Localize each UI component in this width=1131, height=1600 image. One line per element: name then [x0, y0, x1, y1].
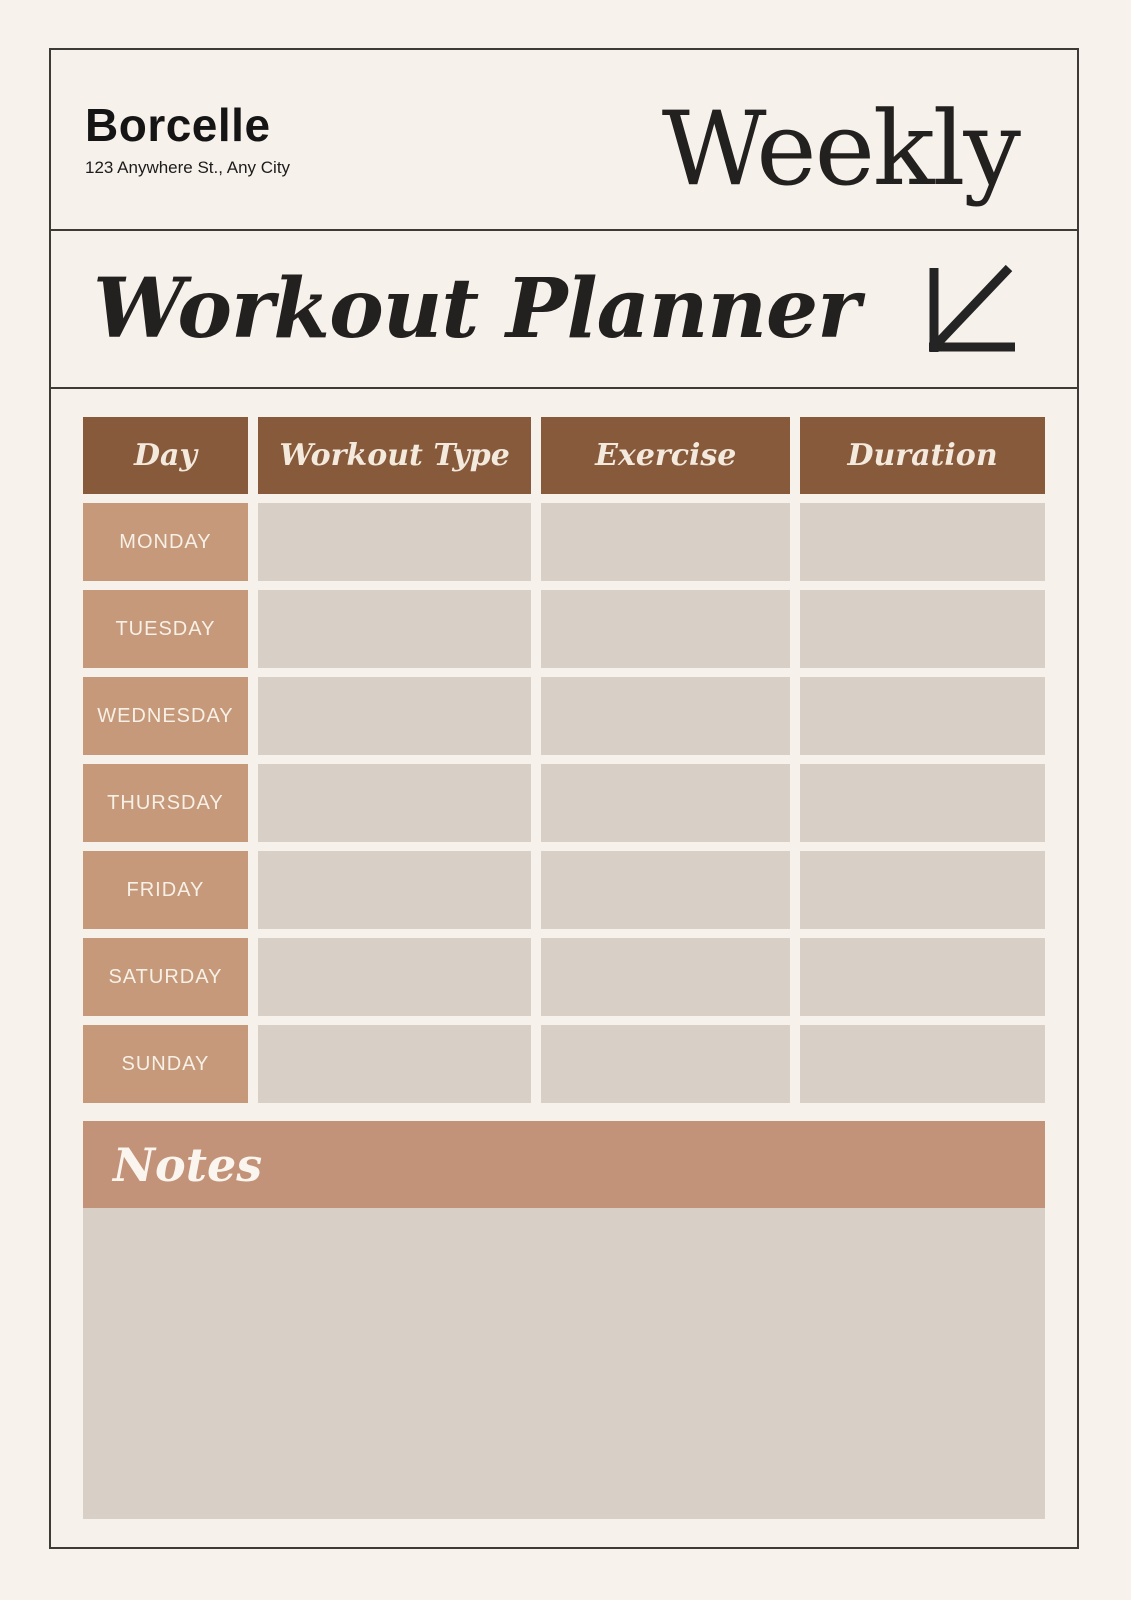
title-section [51, 231, 1077, 389]
day-cell-wednesday: WEDNESDAY [83, 677, 248, 755]
table-cell-empty [800, 677, 1045, 755]
brand-block [85, 101, 290, 177]
planner-table [83, 417, 1045, 1103]
weekly-heading: Weekly [661, 89, 1019, 209]
table-cell-empty [541, 938, 790, 1016]
table-cell-empty [800, 503, 1045, 581]
table-cell-empty [800, 590, 1045, 668]
table-cell-empty [258, 851, 531, 929]
day-cell-tuesday: TUESDAY [83, 590, 248, 668]
day-cell-friday: FRIDAY [83, 851, 248, 929]
column-header-duration: Duration [800, 417, 1045, 494]
table-cell-empty [258, 677, 531, 755]
day-cell-sunday: SUNDAY [83, 1025, 248, 1103]
notes-header-bar [83, 1121, 1045, 1208]
table-cell-empty [800, 851, 1045, 929]
notes-label: Notes [113, 1137, 263, 1192]
table-cell-empty [541, 851, 790, 929]
table-cell-empty [258, 503, 531, 581]
column-header-workout-type: Workout Type [258, 417, 531, 494]
day-cell-saturday: SATURDAY [83, 938, 248, 1016]
day-cell-monday: MONDAY [83, 503, 248, 581]
arrow-down-left-icon [917, 260, 1021, 358]
day-cell-thursday: THURSDAY [83, 764, 248, 842]
table-cell-empty [258, 590, 531, 668]
column-header-exercise: Exercise [541, 417, 790, 494]
table-cell-empty [258, 764, 531, 842]
table-cell-empty [541, 677, 790, 755]
table-cell-empty [800, 938, 1045, 1016]
planner-title: Workout Planner [93, 261, 860, 357]
notes-body-area [83, 1208, 1045, 1519]
table-cell-empty [258, 938, 531, 1016]
table-cell-empty [800, 1025, 1045, 1103]
table-cell-empty [541, 590, 790, 668]
brand-header-section [51, 50, 1077, 231]
table-cell-empty [541, 764, 790, 842]
table-cell-empty [541, 1025, 790, 1103]
table-cell-empty [800, 764, 1045, 842]
brand-address: 123 Anywhere St., Any City [85, 157, 291, 177]
brand-name: Borcelle [85, 99, 271, 152]
table-cell-empty [258, 1025, 531, 1103]
table-cell-empty [541, 503, 790, 581]
planner-page [49, 48, 1079, 1549]
column-header-day: Day [83, 417, 248, 494]
